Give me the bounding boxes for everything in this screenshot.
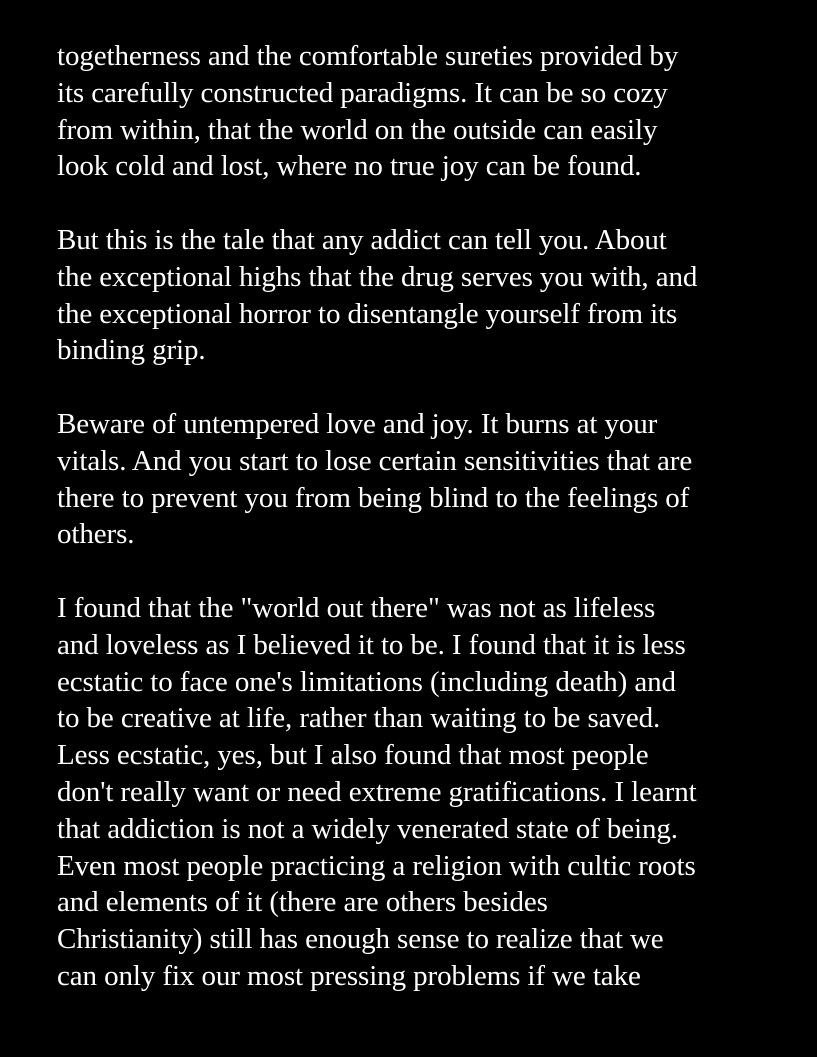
text-line: binding grip. bbox=[57, 334, 206, 367]
paragraph-4 bbox=[57, 590, 797, 995]
paragraph-spacer bbox=[57, 553, 797, 590]
text-line: Even most people practicing a religion with cultic roots bbox=[57, 849, 696, 882]
text-line: Less ecstatic, yes, but I also found that most people bbox=[57, 739, 649, 772]
text-line: that addiction is not a widely venerated state of being. bbox=[57, 812, 678, 845]
text-line: don't really want or need extreme gratifications. I learnt bbox=[57, 775, 697, 808]
text-line: But this is the tale that any addict can tell you. About bbox=[57, 223, 667, 256]
text-line: and elements of it (there are others besides bbox=[57, 886, 548, 919]
text-line: there to prevent you from being blind to the feelings of bbox=[57, 481, 690, 514]
paragraph-1 bbox=[57, 38, 797, 185]
text-line: its carefully constructed paradigms. It can be so cozy bbox=[57, 76, 668, 109]
text-line: from within, that the world on the outside can easily bbox=[57, 113, 658, 146]
text-line: to be creative at life, rather than waiting to be saved. bbox=[57, 702, 661, 735]
text-line: I found that the "world out there" was not as lifeless bbox=[57, 591, 656, 624]
text-line: look cold and lost, where no true joy can be found. bbox=[57, 150, 642, 183]
text-line: vitals. And you start to lose certain sensitivities that are bbox=[57, 444, 693, 477]
text-line: togetherness and the comfortable sureties provided by bbox=[57, 40, 679, 72]
text-line: ecstatic to face one's limitations (including death) and bbox=[57, 665, 676, 698]
text-line: can only fix our most pressing problems if we take bbox=[57, 959, 641, 992]
text-line: the exceptional horror to disentangle yourself from its bbox=[57, 297, 678, 330]
text-line: and loveless as I believed it to be. I found that it is less bbox=[57, 628, 686, 661]
text-line: the exceptional highs that the drug serves you with, and bbox=[57, 260, 698, 293]
paragraph-spacer bbox=[57, 185, 797, 222]
paragraph-3 bbox=[57, 406, 797, 553]
text-line: others. bbox=[57, 518, 135, 551]
text-line: Christianity) still has enough sense to realize that we bbox=[57, 923, 664, 956]
text-line: Beware of untempered love and joy. It burns at your bbox=[57, 407, 658, 440]
paragraph-2 bbox=[57, 222, 797, 369]
body-text bbox=[57, 38, 797, 995]
paragraph-spacer bbox=[57, 369, 797, 406]
